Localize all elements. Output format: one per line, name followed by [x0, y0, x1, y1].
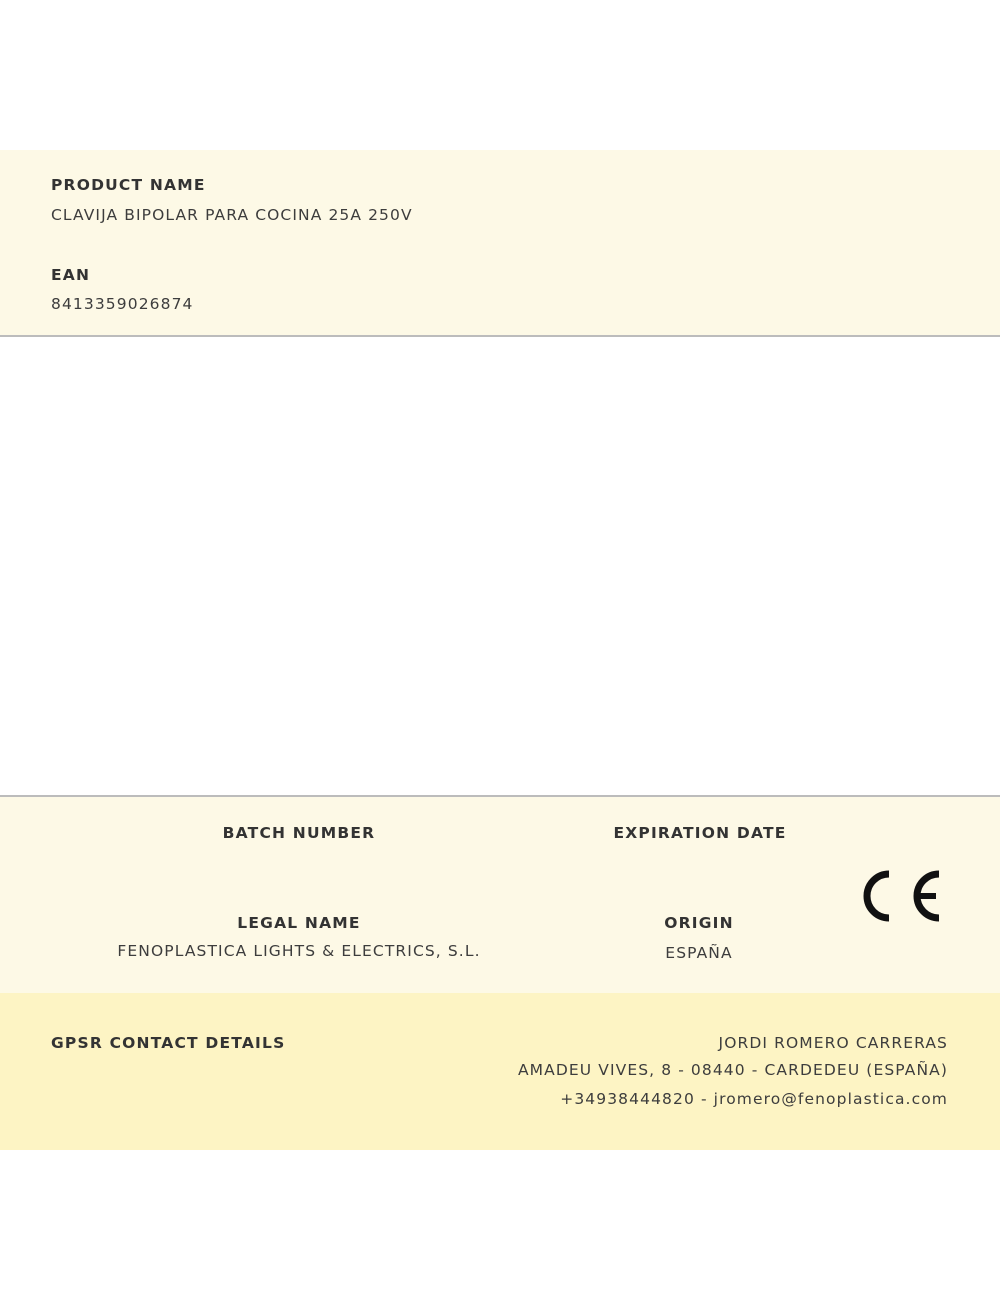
gpsr-contact-phone-email: +34938444820 - jromero@fenoplastica.com: [560, 1090, 948, 1108]
origin-label: ORIGIN: [664, 914, 734, 932]
gpsr-contact-address: AMADEU VIVES, 8 - 08440 - CARDEDEU (ESPAÑA): [517, 1061, 948, 1079]
legal-name-label: LEGAL NAME: [237, 914, 361, 932]
gpsr-contact-label: GPSR CONTACT DETAILS: [51, 1034, 286, 1052]
batch-number-label: BATCH NUMBER: [222, 824, 376, 842]
legal-name-value: FENOPLASTICA LIGHTS & ELECTRICS, S.L.: [117, 942, 481, 960]
ean-label: EAN: [51, 266, 91, 284]
origin-value: ESPAÑA: [665, 944, 733, 962]
product-name-value: CLAVIJA BIPOLAR PARA COCINA 25A 250V: [51, 206, 413, 224]
product-name-label: PRODUCT NAME: [51, 176, 206, 194]
expiration-date-label: EXPIRATION DATE: [613, 824, 787, 842]
ce-mark-icon: [858, 866, 944, 926]
gpsr-contact-name: JORDI ROMERO CARRERAS: [718, 1034, 948, 1052]
ean-value: 8413359026874: [51, 295, 194, 313]
details-section: [0, 795, 1000, 995]
